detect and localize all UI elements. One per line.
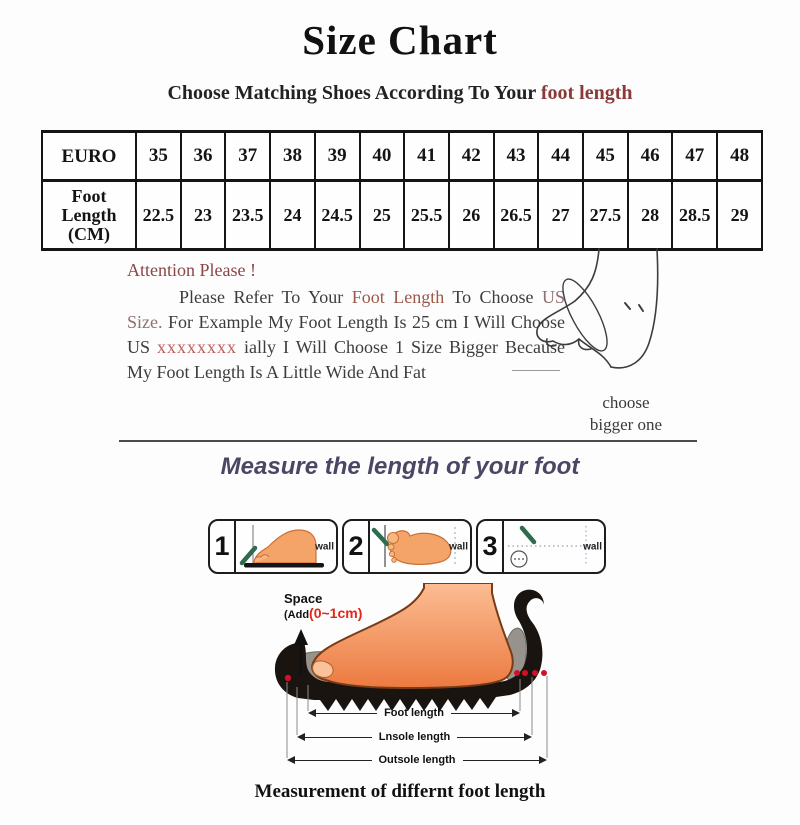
space-add-value: (0~1cm) <box>309 605 363 621</box>
arrow-right-icon <box>524 733 532 741</box>
euro-size-cell: 41 <box>404 132 449 181</box>
choose-bigger-note <box>556 392 696 436</box>
foot-length-dimension <box>308 706 520 720</box>
euro-size-cell: 40 <box>360 132 405 181</box>
euro-size-cell: 36 <box>181 132 226 181</box>
space-label <box>284 591 362 623</box>
foot-length-cell: 27 <box>538 181 583 250</box>
foot-length-cell: 23 <box>181 181 226 250</box>
page-subtitle <box>0 82 800 105</box>
foot-length-cell: 23.5 <box>225 181 270 250</box>
attention-note <box>127 258 565 385</box>
attention-text: To Choose <box>444 287 542 307</box>
attention-censored-text: xxxxxxxx <box>157 337 238 357</box>
space-label-word: Space <box>284 591 323 606</box>
table-row-euro <box>42 132 762 181</box>
page-title: Size Chart <box>302 17 498 63</box>
space-add-prefix: (Add <box>284 609 310 621</box>
euro-size-cell: 45 <box>583 132 628 181</box>
choose-bigger-line1: choose <box>602 393 650 412</box>
arrow-left-icon <box>297 733 305 741</box>
wall-label: wall <box>315 541 334 552</box>
measure-step-3 <box>476 519 606 574</box>
euro-size-cell: 44 <box>538 132 583 181</box>
arrow-right-icon <box>512 709 520 717</box>
subtitle-main: Choose Matching Shoes According To Your <box>167 82 541 104</box>
foot-length-cell: 28.5 <box>672 181 717 250</box>
euro-size-cell: 39 <box>315 132 360 181</box>
foot-length-cell: 22.5 <box>136 181 181 250</box>
euro-size-cell: 35 <box>136 132 181 181</box>
attention-text: ially I Will Choose 1 Size Bigger Because My Foot Length Is A Little Wide And Fat <box>127 337 565 382</box>
size-table <box>41 130 763 251</box>
bottom-caption: Measurement of differnt foot length <box>254 781 546 802</box>
pointer-line <box>512 370 560 371</box>
foot-length-cell: 27.5 <box>583 181 628 250</box>
step-number: 1 <box>210 521 236 572</box>
attention-foot-length: Foot Length <box>351 287 445 307</box>
attention-paragraph <box>127 285 565 385</box>
foot-sketch-illustration <box>533 247 701 395</box>
foot-length-cell: 29 <box>717 181 762 250</box>
euro-size-cell: 48 <box>717 132 762 181</box>
subtitle-accent: foot length <box>540 82 633 104</box>
insole-length-dimension <box>297 730 532 744</box>
arrow-left-icon <box>287 756 295 764</box>
euro-size-cell: 37 <box>225 132 270 181</box>
foot-length-cell: 25.5 <box>404 181 449 250</box>
table-row-foot-length <box>42 181 762 250</box>
step-3-art <box>504 521 604 572</box>
euro-size-cell: 46 <box>628 132 673 181</box>
foot-length-cell: 25 <box>360 181 405 250</box>
arrow-left-icon <box>308 709 316 717</box>
foot-length-header-cell: Foot Length (CM) <box>42 181 136 250</box>
euro-size-cell: 47 <box>672 132 717 181</box>
outsole-length-dimension <box>287 753 547 767</box>
step-1-art <box>236 521 336 572</box>
euro-size-cell: 38 <box>270 132 315 181</box>
measure-step-1 <box>208 519 338 574</box>
measure-heading: Measure the length of your foot <box>220 453 580 480</box>
step-2-art <box>370 521 470 572</box>
foot-length-cell: 26 <box>449 181 494 250</box>
euro-size-cell: 43 <box>494 132 539 181</box>
euro-size-cell: 42 <box>449 132 494 181</box>
wall-label: wall <box>583 541 602 552</box>
step-number: 3 <box>478 521 504 572</box>
section-divider <box>119 440 697 442</box>
foot-length-cell: 24 <box>270 181 315 250</box>
foot-length-cell: 24.5 <box>315 181 360 250</box>
attention-text: For Example My Foot Length Is 25 cm I Will Choose US <box>127 312 565 357</box>
foot-length-cell: 26.5 <box>494 181 539 250</box>
foot-length-dimension-label: Foot length <box>384 707 444 719</box>
attention-us-size: US Size. <box>127 287 566 332</box>
attention-heading: Attention Please ! <box>127 260 256 280</box>
foot-length-cell: 28 <box>628 181 673 250</box>
choose-bigger-line2: bigger one <box>589 415 663 434</box>
space-add-note <box>284 606 362 623</box>
arrow-right-icon <box>539 756 547 764</box>
measure-step-2 <box>342 519 472 574</box>
euro-header-cell: EURO <box>42 132 136 181</box>
insole-length-dimension-label: Lnsole length <box>378 731 451 743</box>
step-number: 2 <box>344 521 370 572</box>
outsole-length-dimension-label: Outsole length <box>378 754 456 766</box>
attention-text: Please Refer To Your <box>179 287 352 307</box>
wall-label: wall <box>449 541 468 552</box>
